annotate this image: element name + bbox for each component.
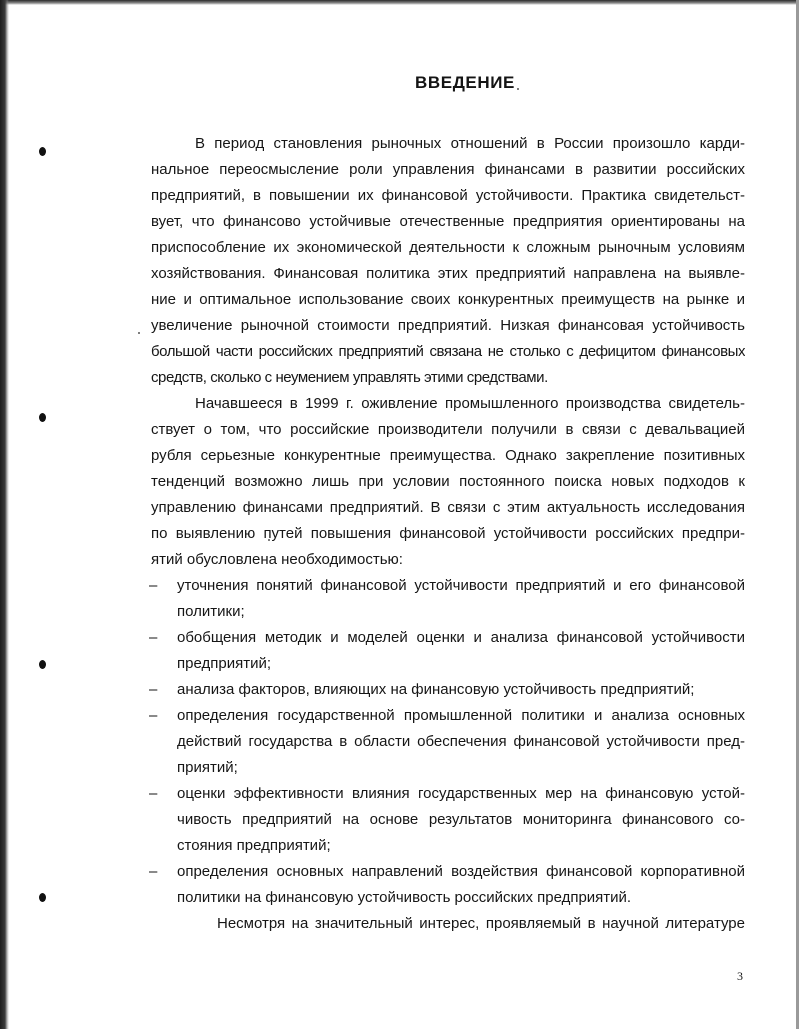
- bullet-list: [149, 573, 745, 911]
- paragraph-1: [151, 131, 745, 391]
- text-line: рубля серьезные конкурентные преимущества. Однако закрепление позитивных: [151, 447, 745, 464]
- text-line: вует, что финансово устойчивые отечественные предприятия ориентированы на: [151, 213, 745, 230]
- list-item: [149, 781, 745, 859]
- text-line: оценки эффективности влияния государственных мер на финансовую устой-: [177, 785, 745, 802]
- text-line: уточнения понятий финансовой устойчивости предприятий и его финансовой: [177, 577, 745, 594]
- text-line: приспособление их экономической деятельности к сложным рыночным условиям: [151, 239, 745, 256]
- text-line: обобщения методик и моделей оценки и анализа финансовой устойчивости: [177, 629, 745, 646]
- text-line: тенденций возможно лишь при условии постоянного поиска новых подходов к: [151, 473, 745, 490]
- text-line: предприятий, в повышении их финансовой устойчивости. Практика свидетельст-: [151, 187, 745, 204]
- text-line: средств, сколько с неумением управлять этими средствами.: [151, 369, 548, 386]
- text-line: определения основных направлений воздействия финансовой корпоративной: [177, 863, 745, 880]
- text-line: приятий;: [177, 759, 238, 776]
- text-line: Начавшееся в 1999 г. оживление промышленного производства свидетель-: [195, 395, 745, 412]
- text-line: политики;: [177, 603, 245, 620]
- text-line: увеличение рыночной стоимости предприятий. Низкая финансовая устойчивость: [151, 317, 745, 334]
- text-line: В период становления рыночных отношений в России произошло карди-: [195, 135, 745, 152]
- text-line: хозяйствования. Финансовая политика этих предприятий направлена на выявле-: [151, 265, 745, 282]
- paragraph-3: [151, 911, 745, 937]
- text-line: большой части российских предприятий связана не столько с дефицитом финансовых: [151, 343, 745, 360]
- body-text: [151, 131, 745, 937]
- text-line: ятий обусловлена необходимостью:: [151, 551, 403, 568]
- text-line: по выявлению путей повышения финансовой устойчивости российских предпри-: [151, 525, 745, 542]
- scan-edge-top: [0, 0, 799, 5]
- dash-marker: –: [149, 577, 158, 594]
- list-item: [149, 859, 745, 911]
- text-line: стояния предприятий;: [177, 837, 331, 854]
- dash-marker: –: [149, 629, 158, 646]
- punch-hole-mark: [39, 893, 46, 902]
- scan-speck: [138, 332, 140, 334]
- punch-hole-mark: [39, 147, 46, 156]
- text-line: нальное переосмысление роли управления финансами в развитии российских: [151, 161, 745, 178]
- dash-marker: –: [149, 785, 158, 802]
- text-line: анализа факторов, влияющих на финансовую устойчивость предприятий;: [177, 681, 695, 698]
- dash-marker: –: [149, 863, 158, 880]
- paragraph-2: [151, 391, 745, 573]
- list-item: [149, 625, 745, 677]
- list-item: [149, 677, 745, 703]
- text-line: политики на финансовую устойчивость российских предприятий.: [177, 889, 632, 906]
- text-line: Несмотря на значительный интерес, проявляемый в научной литературе: [217, 915, 745, 932]
- dash-marker: –: [149, 707, 158, 724]
- text-line: ние и оптимальное использование своих конкурентных преимуществ на рынке и: [151, 291, 745, 308]
- list-item: [149, 573, 745, 625]
- text-line: управлению финансами предприятий. В связи с этим актуальность исследования: [151, 499, 745, 516]
- dash-marker: –: [149, 681, 158, 698]
- text-line: предприятий;: [177, 655, 271, 672]
- text-line: ствует о том, что российские производители получили в связи с девальвацией: [151, 421, 745, 438]
- text-line: действий государства в области обеспечения финансовой устойчивости пред-: [177, 733, 745, 750]
- scan-edge-left: [0, 0, 9, 1029]
- text-line: чивость предприятий на основе результатов мониторинга финансового со-: [177, 811, 745, 828]
- punch-hole-mark: [39, 413, 46, 422]
- text-line: определения государственной промышленной политики и анализа основных: [177, 707, 745, 724]
- page-title: ВВЕДЕНИЕ: [415, 73, 515, 92]
- page-number: 3: [737, 969, 743, 983]
- list-item: [149, 703, 745, 781]
- punch-hole-mark: [39, 660, 46, 669]
